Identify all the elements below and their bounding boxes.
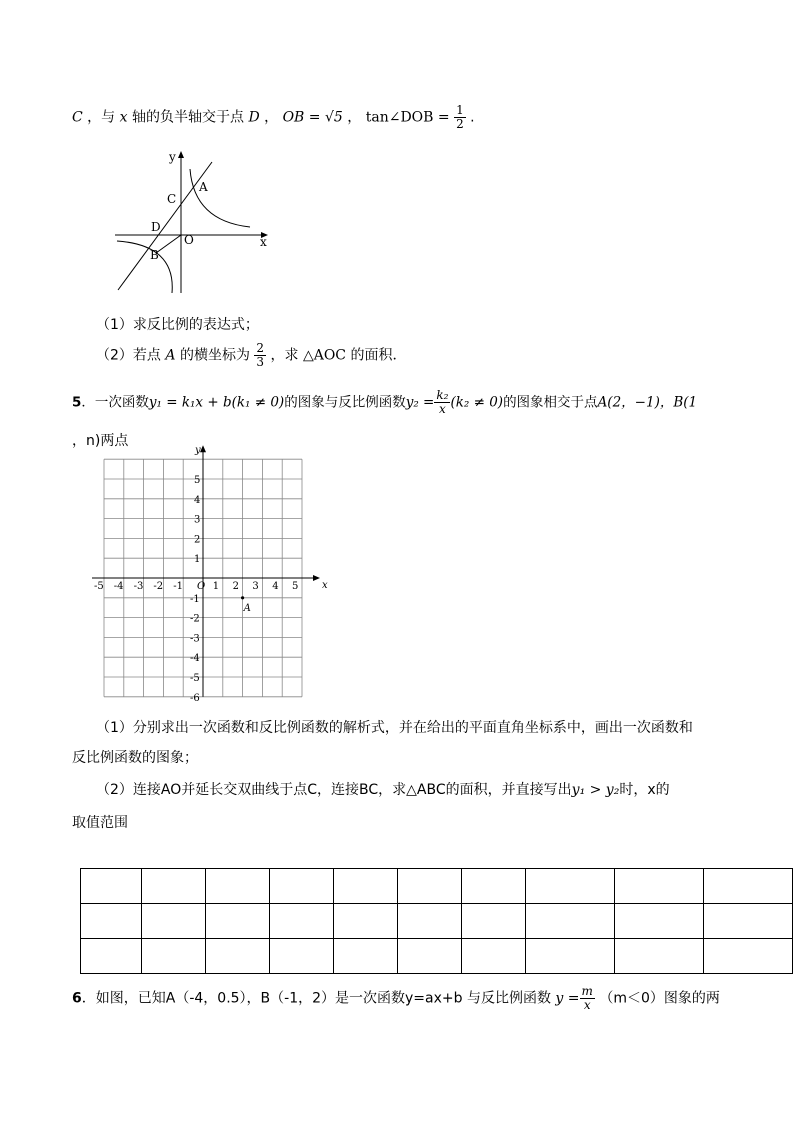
answer-cell[interactable] <box>615 904 704 939</box>
y-tick-label: 5 <box>194 475 201 486</box>
grid-x-arrow <box>313 575 320 581</box>
fig1-label-x: x <box>260 235 267 249</box>
tan-eq: tan∠DOB = <box>365 109 450 126</box>
point-c: C <box>72 109 83 126</box>
q5-part2-line1: （2）连接AO并延长交双曲线于点C，连接BC，求△ABC的面积，并直接写出y₁ > y₂时，x的 <box>96 782 670 798</box>
answer-cell[interactable] <box>462 869 526 904</box>
x-tick-label: 2 <box>232 581 239 592</box>
x-tick-label: -2 <box>153 581 164 592</box>
answer-cell[interactable] <box>398 869 462 904</box>
q5-number: 5 <box>72 394 82 411</box>
top-axis-text: 轴的负半轴交于点 <box>131 109 244 126</box>
figure-hyperbola <box>110 145 280 297</box>
fig1-label-y: y <box>169 150 176 164</box>
y-tick-label: -4 <box>190 653 200 665</box>
y-tick-label: 3 <box>194 514 201 526</box>
x-tick-label: -3 <box>133 581 144 592</box>
fig1-label-d: D <box>151 220 161 234</box>
q6-line: 6．如图，已知A（-4，0.5），B（-1，2）是一次函数y=ax+b 与反比例函数 y = $\frac{m}{x}$ （m＜0）图象的两 <box>72 984 720 1012</box>
y-tick-label: -2 <box>190 613 200 625</box>
fig1-y-arrow <box>178 151 184 158</box>
top-line <box>72 104 475 131</box>
point-d: D <box>248 109 260 126</box>
answer-cell[interactable] <box>206 939 270 974</box>
fig1-branch-q1 <box>190 169 250 227</box>
y-tick-label: 4 <box>194 494 201 506</box>
q5-part2-line2: 取值范围 <box>72 815 128 831</box>
answer-cell[interactable] <box>81 904 142 939</box>
answer-cell[interactable] <box>334 869 398 904</box>
answer-cell[interactable] <box>462 939 526 974</box>
fig1-label-o: O <box>184 233 194 247</box>
q6-number: 6 <box>72 990 82 1007</box>
x-tick-label: -5 <box>94 581 104 592</box>
y-tick-label: -3 <box>190 633 200 645</box>
answer-table-row <box>81 869 793 904</box>
q4-part1: （1）求反比例的表达式； <box>96 317 259 333</box>
answer-cell[interactable] <box>270 939 334 974</box>
q4-fraction: $\frac{2}{3}$ <box>256 341 265 369</box>
fig1-label-c: C <box>167 192 177 206</box>
answer-table <box>80 868 793 974</box>
answer-cell[interactable] <box>81 869 142 904</box>
answer-cell[interactable] <box>704 869 793 904</box>
answer-cell[interactable] <box>704 939 793 974</box>
x-tick-label: -4 <box>113 581 124 592</box>
fig1-label-b: B <box>150 248 159 262</box>
top-mid-text: ，与 <box>87 109 116 126</box>
answer-cell[interactable] <box>526 904 615 939</box>
grid-axes <box>92 445 320 697</box>
answer-cell[interactable] <box>462 904 526 939</box>
sep2: ， <box>347 109 362 126</box>
answer-cell[interactable] <box>334 904 398 939</box>
tan-fraction: $\frac{1}{2}$ <box>456 103 464 131</box>
answer-table-row <box>81 939 793 974</box>
x-tick-label: O <box>197 581 206 592</box>
x-axis-label: x <box>322 580 328 591</box>
answer-cell[interactable] <box>398 939 462 974</box>
y-axis-label: y <box>195 445 201 457</box>
q4-part2: （2）若点 A 的横坐标为 $\frac{2}{3}$ ，求 △AOC 的面积． <box>96 341 407 369</box>
answer-cell[interactable] <box>398 904 462 939</box>
answer-cell[interactable] <box>334 939 398 974</box>
x-tick-label: 3 <box>252 581 259 592</box>
answer-cell[interactable] <box>615 939 704 974</box>
grid-y-arrow <box>200 445 206 452</box>
y-tick-label: -6 <box>190 692 200 704</box>
q5-line2: ，n)两点 <box>72 433 129 449</box>
point-a-marker <box>241 596 244 599</box>
answer-cell[interactable] <box>526 939 615 974</box>
answer-cell[interactable] <box>81 939 142 974</box>
period: . <box>470 109 475 126</box>
ob-eq: OB = √5 <box>282 109 343 126</box>
x-tick-label: 4 <box>272 581 279 592</box>
answer-cell[interactable] <box>206 869 270 904</box>
coordinate-grid <box>88 445 328 710</box>
answer-cell[interactable] <box>270 904 334 939</box>
x-tick-label: 1 <box>212 581 220 592</box>
q5-part1-line2: 反比例函数的图象； <box>72 750 198 766</box>
y-tick-label: 1 <box>194 554 201 566</box>
y-tick-label: -5 <box>190 673 200 684</box>
sep1: ， <box>264 109 279 126</box>
grid-labels <box>94 445 328 704</box>
x-tick-label: 5 <box>292 581 299 592</box>
x-tick-label: -1 <box>173 581 183 592</box>
y-tick-label: -1 <box>190 593 200 605</box>
answer-cell[interactable] <box>142 904 206 939</box>
answer-cell[interactable] <box>206 904 270 939</box>
fig1-segment-ob <box>156 235 181 253</box>
q5-part1-line1: （1）分别求出一次函数和反比例函数的解析式，并在给出的平面直角坐标系中，画出一次函数和 <box>96 720 693 736</box>
answer-cell[interactable] <box>615 869 704 904</box>
fig1-branch-q3 <box>117 241 172 293</box>
axis-x: x <box>119 109 128 126</box>
answer-cell[interactable] <box>704 904 793 939</box>
answer-cell[interactable] <box>526 869 615 904</box>
point-a-label: A <box>243 602 251 614</box>
answer-cell[interactable] <box>142 869 206 904</box>
fig1-line <box>118 162 212 290</box>
q5-line1: 5．一次函数y₁ = k₁x + b(k₁ ≠ 0)的图象与反比例函数y₂ = $\frac{\text{k₂}}{x}$ (k₂ ≠ 0)的图象相交于点A(2，−1)，B(1 <box>72 388 698 416</box>
y-tick-label: 2 <box>194 534 201 546</box>
answer-cell[interactable] <box>270 869 334 904</box>
answer-cell[interactable] <box>142 939 206 974</box>
answer-table-row <box>81 904 793 939</box>
fig1-label-a: A <box>199 180 208 194</box>
